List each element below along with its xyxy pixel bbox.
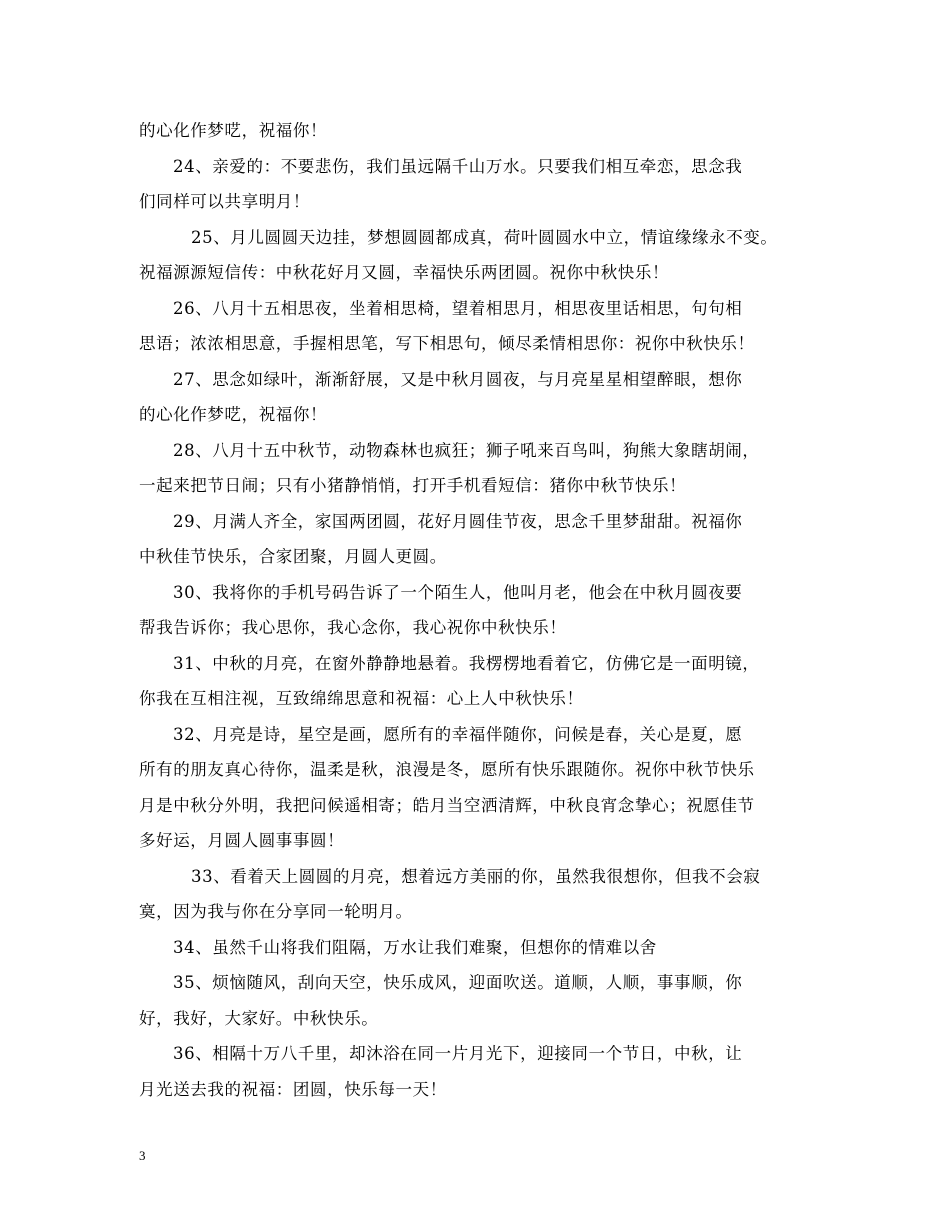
text-line: 们同样可以共享明月！ [139,192,310,211]
text-line: 34、虽然千山将我们阻隔，万水让我们难聚，但想你的情难以舍 [173,937,657,957]
text-line: 祝福源源短信传：中秋花好月又圆，幸福快乐两团圆。祝你中秋快乐！ [139,263,670,282]
text-line: 33、看着天上圆圆的月亮，想着远方美丽的你，虽然我很想你，但我不会寂 [191,866,761,886]
text-line: 的心化作梦呓，祝福你！ [139,121,328,140]
text-line: 27、思念如绿叶，渐渐舒展，又是中秋月圆夜，与月亮星星相望醉眼，想你 [173,369,743,389]
text-line: 28、八月十五中秋节，动物森林也疯狂；狮子吼来百鸟叫，狗熊大象瞎胡闹， [173,440,760,460]
text-line: 好，我好，大家好。中秋快乐。 [139,1008,379,1028]
text-line: 24、亲爱的：不要悲伤，我们虽远隔千山万水。只要我们相互牵恋，思念我 [173,156,743,176]
text-line: 36、相隔十万八千里，却沐浴在同一片月光下，迎接同一个节日，中秋，让 [173,1044,743,1063]
document-body [139,113,829,1107]
text-line: 所有的朋友真心待你，温柔是秋，浪漫是冬，愿所有快乐跟随你。祝你中秋节快乐 [139,760,755,779]
page-number: 3 [139,1148,146,1163]
text-line: 多好运，月圆人圆事事圆！ [139,831,345,850]
text-line: 35、烦恼随风，刮向天空，快乐成风，迎面吹送。道顺，人顺，事事顺，你 [173,973,743,992]
text-line: 的心化作梦呓，祝福你！ [139,405,328,424]
text-line: 一起来把节日闹；只有小猪静悄悄，打开手机看短信：猪你中秋节快乐！ [139,476,687,495]
text-line: 帮我告诉你；我心思你，我心念你，我心祝你中秋快乐！ [139,618,567,637]
text-line: 29、月满人齐全，家国两团圆，花好月圆佳节夜，思念千里梦甜甜。祝福你 [173,511,743,531]
text-line: 31、中秋的月亮，在窗外静静地悬着。我楞楞地看着它，仿佛它是一面明镜， [173,653,760,673]
text-line: 思语；浓浓相思意，手握相思笔，写下相思句，倾尽柔情相思你：祝你中秋快乐！ [139,334,755,353]
text-line: 30、我将你的手机号码告诉了一个陌生人，他叫月老，他会在中秋月圆夜要 [173,582,743,602]
text-line: 月光送去我的祝福：团圆，快乐每一天！ [139,1079,447,1099]
text-line: 32、月亮是诗，星空是画，愿所有的幸福伴随你，问候是春，关心是夏，愿 [173,724,743,744]
text-line: 你我在互相注视，互致绵绵思意和祝福：心上人中秋快乐！ [139,689,584,708]
text-line: 25、月儿圆圆天边挂，梦想圆圆都成真，荷叶圆圆水中立，情谊缘缘永不变。 [191,227,778,247]
text-line: 月是中秋分外明，我把问候遥相寄；皓月当空洒清辉，中秋良宵念挚心；祝愿佳节 [139,795,755,815]
text-line: 26、八月十五相思夜，坐着相思椅，望着相思月，相思夜里话相思，句句相 [173,298,743,318]
text-line: 寞，因为我与你在分享同一轮明月。 [139,902,413,921]
text-line: 中秋佳节快乐，合家团聚，月圆人更圆。 [139,547,447,566]
